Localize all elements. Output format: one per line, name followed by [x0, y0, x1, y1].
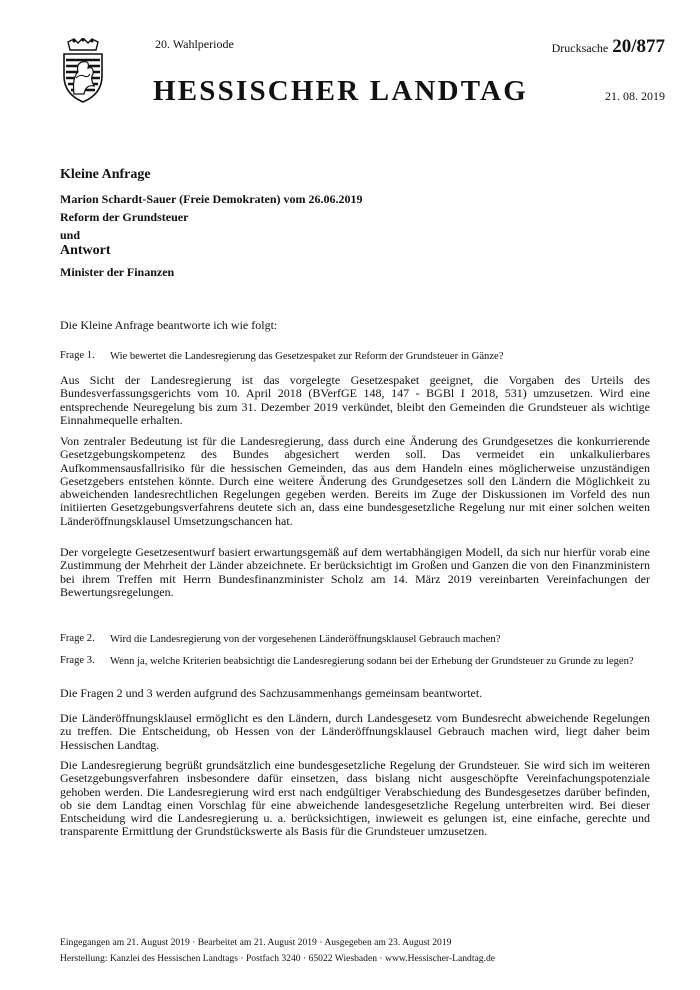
und-label: und: [60, 228, 81, 242]
answer-paragraph: Der vorgelegte Gesetzesentwurf basiert erwartungsgemäß auf dem wertabhängigen Modell, da sich nur hierfür vorab eine Zustimmung der Mehrheit der Länder abzeichnete. Er berücksichtigt im Großen und Ganzen die von den Finanzministern bei ihrem Treffen mit Herrn Bundesfinanzminister Scholz am 14. März 2019 vereinbarten Vereinfachungen der Bewertungsregelungen.: [60, 545, 650, 599]
hesse-coat-of-arms-icon: [60, 38, 106, 104]
answer-paragraph: Die Fragen 2 und 3 werden aufgrund des Sachzusammenhangs gemeinsam beantwortet.: [60, 686, 483, 700]
question-2: [60, 633, 650, 646]
inquiry-author: Marion Schardt-Sauer (Freie Demokraten) vom 26.06.2019: [60, 192, 363, 206]
question-1: [60, 350, 650, 363]
answer-heading: Antwort: [60, 243, 111, 258]
question-label: Frage 2.: [60, 633, 95, 644]
ministry: Minister der Finanzen: [60, 265, 175, 279]
footer-dates: Eingegangen am 21. August 2019 · Bearbeitet am 21. August 2019 · Ausgegeben am 23. August 2019: [60, 937, 452, 948]
question-text: Wie bewertet die Landesregierung das Gesetzespaket zur Reform der Grundsteuer in Gänze?: [110, 351, 504, 362]
question-text: Wird die Landesregierung von der vorgesehenen Länderöffnungsklausel Gebrauch machen?: [110, 634, 501, 645]
drucksache-label: Drucksache: [551, 41, 609, 55]
question-text: Wenn ja, welche Kriterien beabsichtigt die Landesregierung sodann bei der Erhebung der Grundsteuer zu Grunde zu legen?: [110, 656, 634, 667]
inquiry-subject: Reform der Grundsteuer: [60, 210, 189, 224]
intro-text: Die Kleine Anfrage beantworte ich wie folgt:: [60, 318, 278, 332]
answer-paragraph: Aus Sicht der Landesregierung ist das vorgelegte Gesetzespaket geeignet, die Vorgaben des Urteils des Bundesverfassungsgerichts vom 10. April 2018 (BVerfGE 148, 147 - BGBl I 2018, 531) umzusetzen. Wird eine entsprechende Neuregelung bis zum 31. Dezember 2019 verkündet, bleibt den Gemeinden die Grundsteuer als wichtige Einnahmequelle erhalten.: [60, 373, 650, 427]
footer-publisher: Herstellung: Kanzlei des Hessischen Landtags · Postfach 3240 · 65022 Wiesbaden · www.Hessischer-Landtag.de: [60, 953, 496, 964]
answer-paragraph: Von zentraler Bedeutung ist für die Landesregierung, dass durch eine Änderung des Grundgesetzes die konkurrierende Gesetzgebungskompetenz des Bundes abgesichert werden soll. Das vermeidet ein unkalkulierbares Aufkommensausfallrisiko für die hessischen Gemeinden, das aus dem Handeln eines möglicherweise unzuständigen Gesetzgebers entstehen könnte. Durch eine weitere Änderung des Grundgesetzes soll den Ländern die Möglichkeit zu abweichenden landesrechtlichen Regelungen gegeben werden. Bereits im Zuge der Diskussionen im Vorfeld des nun initiierten Gesetzgebungsverfahrens deutete sich an, dass eine bundesgesetzliche Regelung nur mit einer solchen weiten Länderöffnungsklausel Umsetzungschancen hat.: [60, 434, 650, 528]
drucksache-number: 20/877: [612, 36, 665, 57]
parliament-title: HESSISCHER LANDTAG: [153, 75, 529, 107]
question-label: Frage 1.: [60, 350, 95, 361]
document-date: 21. 08. 2019: [605, 89, 665, 103]
question-3: [60, 655, 650, 668]
wahlperiode: 20. Wahlperiode: [155, 37, 234, 51]
question-label: Frage 3.: [60, 655, 95, 666]
drucksache: [552, 36, 665, 58]
answer-paragraph: Die Landesregierung begrüßt grundsätzlich eine bundesgesetzliche Regelung der Grundsteuer. Sie wird sich im weiteren Gesetzgebungsverfahren insbesondere dafür einsetzen, dass bislang nicht ausgeschöpfte Vereinfachungspotenziale gehoben werden. Die Landesregierung wird erst nach endgültiger Verabschiedung des Bundesgesetzes darüber befinden, ob sie dem Landtag einen Vorschlag für eine abweichende landesgesetzliche Regelung unterbreiten wird. Bei dieser Entscheidung wird die Landesregierung u. a. berücksichtigen, inwieweit es gelungen ist, eine einfache, gerechte und transparente Ermittlung der Grundstückswerte als Basis für die Grundsteuer umzusetzen.: [60, 758, 650, 839]
document-type: Kleine Anfrage: [60, 167, 151, 182]
answer-paragraph: Die Länderöffnungsklausel ermöglicht es den Ländern, durch Landesgesetz vom Bundesrecht abweichende Regelungen zu treffen. Die Entscheidung, ob Hessen von der Länderöffnungsklausel Gebrauch machen wird, liegt daher beim Hessischen Landtag.: [60, 711, 650, 752]
